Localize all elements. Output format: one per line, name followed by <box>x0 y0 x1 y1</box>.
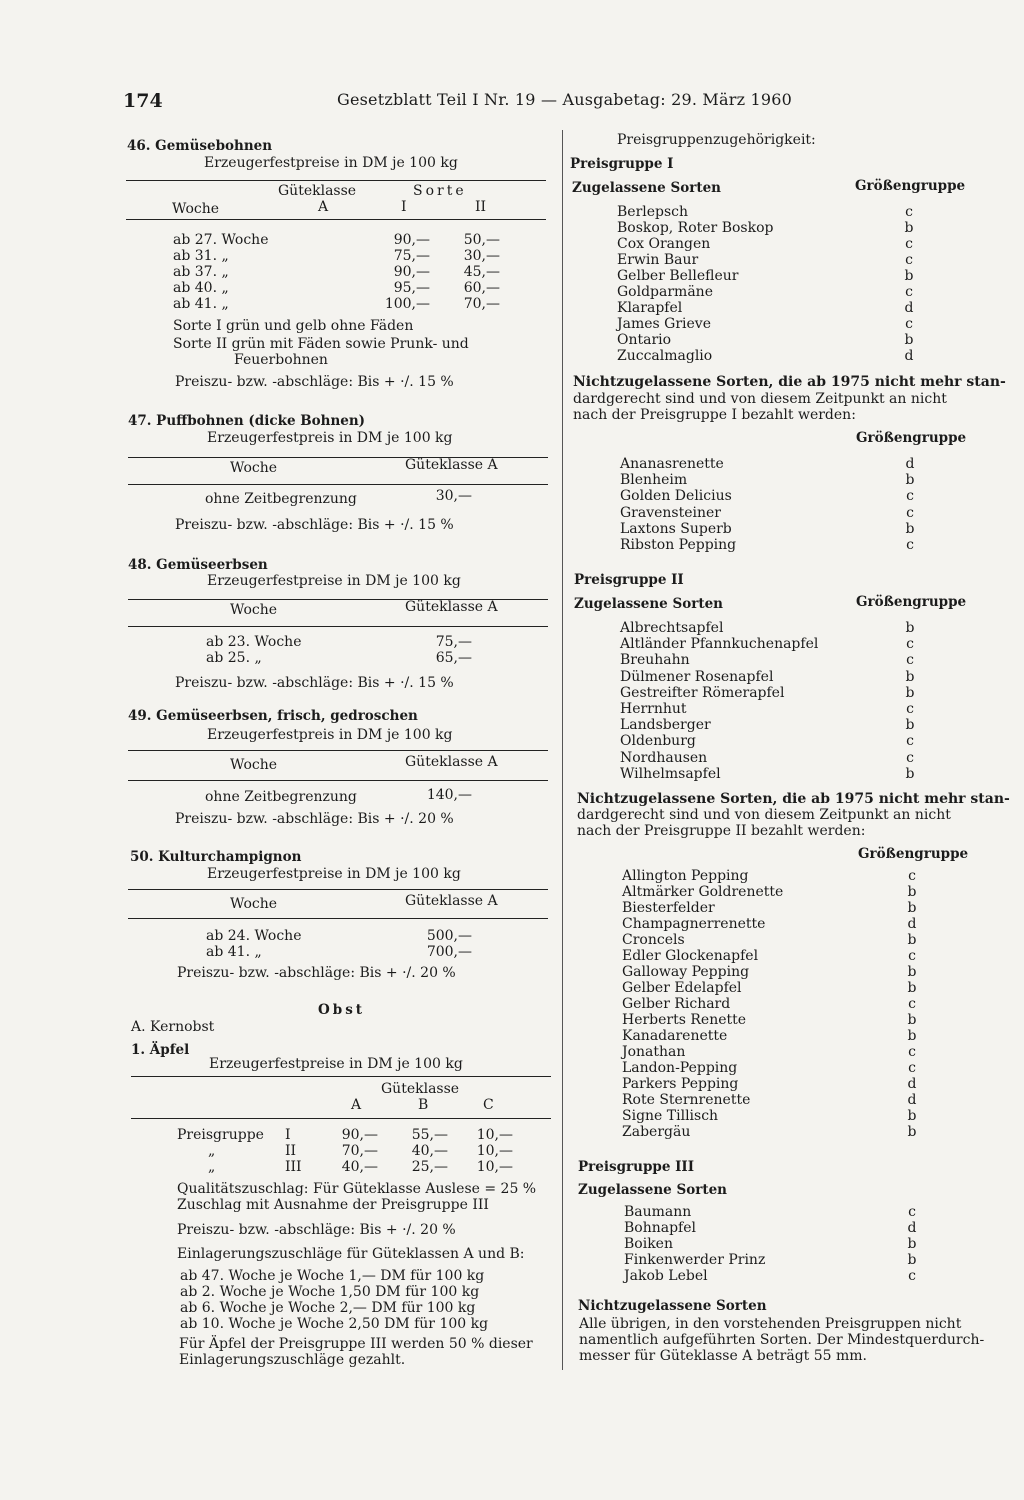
note: Zuschlag mit Ausnahme der Preisgruppe III <box>177 1197 489 1213</box>
aepfel-cell: I <box>285 1127 291 1143</box>
row-value-i: 100,— <box>384 296 430 312</box>
size-group: c <box>906 652 914 669</box>
section-49-subtitle: Erzeugerfestpreis in DM je 100 kg <box>207 727 453 743</box>
col-b: B <box>418 1097 429 1113</box>
col-a: A <box>351 1097 362 1113</box>
col-sorte: Sorte <box>413 183 467 199</box>
size-group: d <box>905 456 915 472</box>
size-group: c <box>908 868 916 884</box>
variety-name: Gelber Edelapfel <box>622 980 742 996</box>
row-label: ab 37. „ <box>173 264 229 280</box>
size-group: b <box>905 668 915 685</box>
variety-name: Baumann <box>624 1204 692 1220</box>
variety-name: Berlepsch <box>617 204 689 220</box>
size-group: c <box>908 1268 916 1284</box>
rule <box>131 1118 551 1119</box>
aepfel-heading: 1. Äpfel <box>131 1042 190 1058</box>
storage-surcharge-row: ab 6. Woche je Woche 2,— DM für 100 kg <box>180 1300 476 1316</box>
row-label: ohne Zeitbegrenzung <box>205 789 357 805</box>
price-adjustment: Preiszu- bzw. -abschläge: Bis + ·/. 20 % <box>175 811 454 827</box>
price-adjustment: Preiszu- bzw. -abschläge: Bis + ·/. 15 % <box>175 675 454 691</box>
size-group: b <box>907 980 917 996</box>
note: Für Äpfel der Preisgruppe III werden 50 % dieser <box>179 1336 533 1352</box>
size-group: b <box>904 332 914 348</box>
variety-name: Gelber Bellefleur <box>617 268 739 284</box>
row-value: 30,— <box>435 488 472 504</box>
size-group: d <box>907 1220 917 1236</box>
aepfel-cell: 70,— <box>341 1143 378 1159</box>
aepfel-cell: 55,— <box>411 1127 448 1143</box>
size-group: d <box>904 300 914 316</box>
variety-name: Nordhausen <box>620 749 708 766</box>
row-value: 75,— <box>435 634 472 650</box>
size-group: b <box>907 900 917 916</box>
col-i: I <box>401 199 407 215</box>
aepfel-subtitle: Erzeugerfestpreise in DM je 100 kg <box>209 1056 463 1072</box>
page-number: 174 <box>123 90 163 112</box>
size-group: c <box>905 236 913 252</box>
row-label: ab 31. „ <box>173 248 229 264</box>
row-value-i: 95,— <box>393 280 430 296</box>
row-label: ab 24. Woche <box>206 928 302 944</box>
col-woche: Woche <box>230 896 278 912</box>
size-group: d <box>907 916 917 932</box>
preisgruppe-3-heading: Preisgruppe III <box>578 1159 695 1175</box>
preisgruppe-1-heading: Preisgruppe I <box>570 156 674 172</box>
size-group: d <box>907 1092 917 1108</box>
variety-name: Parkers Pepping <box>622 1076 739 1092</box>
col-gueteklasse: Güteklasse A <box>405 599 498 615</box>
variety-name: Ontario <box>617 332 672 348</box>
variety-name: Goldparmäne <box>617 284 713 300</box>
variety-name: Laxtons Superb <box>620 520 732 537</box>
variety-name: Biesterfelder <box>622 900 715 916</box>
rule <box>128 484 548 485</box>
section-47-subtitle: Erzeugerfestpreis in DM je 100 kg <box>207 430 453 446</box>
rule <box>126 180 546 181</box>
rule <box>126 219 546 220</box>
nz3-heading: Nichtzugelassene Sorten <box>578 1298 767 1314</box>
size-group: b <box>904 268 914 284</box>
size-group: b <box>905 765 915 782</box>
row-value: 700,— <box>426 944 472 960</box>
variety-name: Allington Pepping <box>622 868 749 884</box>
row-label: ab 41. „ <box>206 944 262 960</box>
variety-name: Edler Glockenapfel <box>622 948 759 964</box>
aepfel-cell: II <box>285 1143 297 1159</box>
size-group: b <box>905 520 915 537</box>
aepfel-cell: 90,— <box>341 1127 378 1143</box>
size-group: c <box>905 316 913 332</box>
variety-name: Klarapfel <box>617 300 683 316</box>
row-label: ab 25. „ <box>206 650 262 666</box>
size-group: c <box>908 1060 916 1076</box>
row-value-i: 90,— <box>393 264 430 280</box>
col-gueteklasse: Güteklasse A <box>405 893 498 909</box>
col-woche: Woche <box>230 460 278 476</box>
size-group: b <box>905 684 915 701</box>
size-group: b <box>907 884 917 900</box>
zugelassene-heading: Zugelassene Sorten <box>574 596 723 612</box>
section-48-subtitle: Erzeugerfestpreise in DM je 100 kg <box>207 573 461 589</box>
groessengruppe-heading: Größengruppe <box>858 846 969 862</box>
page-header: Gesetzblatt Teil I Nr. 19 — Ausgabetag: 29. März 1960 <box>337 90 793 109</box>
row-label: ohne Zeitbegrenzung <box>205 491 357 507</box>
size-group: b <box>907 1012 917 1028</box>
size-group: b <box>907 1252 917 1268</box>
price-adjustment: Preiszu- bzw. -abschläge: Bis + ·/. 20 % <box>177 1222 456 1238</box>
variety-name: Kanadarenette <box>622 1028 728 1044</box>
note: Einlagerungszuschläge gezahlt. <box>179 1352 406 1368</box>
variety-name: Altländer Pfannkuchenapfel <box>620 636 819 653</box>
rule <box>131 1076 551 1077</box>
nz3-line3: messer für Güteklasse A beträgt 55 mm. <box>579 1348 867 1364</box>
storage-surcharge-row: ab 47. Woche je Woche 1,— DM für 100 kg <box>180 1268 485 1284</box>
rule <box>128 780 548 781</box>
zugelassene-heading: Zugelassene Sorten <box>578 1182 727 1198</box>
col-gueteklasse: Güteklasse A <box>405 754 498 770</box>
variety-name: Ribston Pepping <box>620 537 737 553</box>
variety-name: Wilhelmsapfel <box>620 765 721 782</box>
size-group: c <box>906 488 914 505</box>
col-ii: II <box>475 199 487 215</box>
section-50-title: 50. Kulturchampignon <box>130 849 302 865</box>
note: Qualitätszuschlag: Für Güteklasse Auslese = 25 % <box>177 1181 537 1197</box>
size-group: b <box>907 932 917 948</box>
size-group: b <box>907 1236 917 1252</box>
groessengruppe-heading: Größengruppe <box>855 178 966 194</box>
section-47-title: 47. Puffbohnen (dicke Bohnen) <box>128 413 366 429</box>
row-value-ii: 50,— <box>463 232 500 248</box>
nz1-line3: nach der Preisgruppe I bezahlt werden: <box>573 407 856 423</box>
col-a: A <box>318 199 329 215</box>
size-group: b <box>907 964 917 980</box>
variety-name: Gelber Richard <box>622 996 731 1012</box>
size-group: c <box>906 636 914 653</box>
aepfel-cell: 40,— <box>341 1159 378 1175</box>
size-group: b <box>907 1028 917 1044</box>
groessengruppe-heading: Größengruppe <box>856 430 967 446</box>
row-value-ii: 70,— <box>463 296 500 312</box>
row-label: ab 23. Woche <box>206 634 302 650</box>
nz2-line2: dardgerecht sind und von diesem Zeitpunkt an nicht <box>577 807 951 823</box>
size-group: c <box>908 996 916 1012</box>
variety-name: Herberts Renette <box>622 1012 747 1028</box>
aepfel-cell: III <box>285 1159 302 1175</box>
nz3-line1: Alle übrigen, in den vorstehenden Preisgruppen nicht <box>579 1316 962 1332</box>
size-group: b <box>907 1124 917 1140</box>
section-46-title: 46. Gemüsebohnen <box>127 138 273 154</box>
preisgruppe-2-heading: Preisgruppe II <box>574 572 684 588</box>
kernobst-heading: A. Kernobst <box>131 1019 215 1035</box>
size-group: d <box>907 1076 917 1092</box>
variety-name: Golden Delicius <box>620 488 732 505</box>
variety-name: Gestreifter Römerapfel <box>620 684 785 701</box>
size-group: c <box>906 701 914 717</box>
aepfel-cell: Preisgruppe <box>177 1127 264 1143</box>
note: Sorte I grün und gelb ohne Fäden <box>173 318 414 334</box>
col-gueteklasse: Güteklasse <box>278 183 357 199</box>
col-woche: Woche <box>172 201 220 217</box>
size-group: b <box>905 620 915 636</box>
rule <box>128 750 548 751</box>
row-value-ii: 60,— <box>463 280 500 296</box>
size-group: b <box>907 1108 917 1124</box>
variety-name: Croncels <box>622 932 685 948</box>
nz2-line1: Nichtzugelassene Sorten, die ab 1975 nicht mehr stan- <box>577 791 1010 807</box>
nz1-line2: dardgerecht sind und von diesem Zeitpunkt an nicht <box>573 391 947 407</box>
size-group: b <box>904 220 914 236</box>
groessengruppe-heading: Größengruppe <box>856 594 967 610</box>
variety-name: James Grieve <box>617 316 711 332</box>
price-adjustment: Preiszu- bzw. -abschläge: Bis + ·/. 15 % <box>175 517 454 533</box>
section-50-subtitle: Erzeugerfestpreise in DM je 100 kg <box>207 866 461 882</box>
size-group: c <box>905 252 913 268</box>
variety-name: Blenheim <box>620 472 688 489</box>
zugelassene-heading: Zugelassene Sorten <box>572 180 721 196</box>
aepfel-cell: „ <box>208 1159 216 1175</box>
storage-surcharge-row: ab 2. Woche je Woche 1,50 DM für 100 kg <box>180 1284 480 1300</box>
nz1-line1: Nichtzugelassene Sorten, die ab 1975 nicht mehr stan- <box>573 374 1006 390</box>
size-group: c <box>906 749 914 766</box>
variety-name: Breuhahn <box>620 652 690 669</box>
aepfel-cell: „ <box>208 1143 216 1159</box>
variety-name: Zuccalmaglio <box>617 348 713 364</box>
variety-name: Cox Orangen <box>617 236 711 252</box>
size-group: c <box>905 204 913 220</box>
variety-name: Bohnapfel <box>624 1220 697 1236</box>
aepfel-cell: 10,— <box>476 1159 513 1175</box>
row-value-ii: 30,— <box>463 248 500 264</box>
variety-name: Albrechtsapfel <box>620 620 724 636</box>
size-group: c <box>908 1204 916 1220</box>
variety-name: Signe Tillisch <box>622 1108 719 1124</box>
row-label: ab 40. „ <box>173 280 229 296</box>
row-value-i: 75,— <box>393 248 430 264</box>
rule <box>128 889 548 890</box>
aepfel-cell: 10,— <box>476 1127 513 1143</box>
price-adjustment: Preiszu- bzw. -abschläge: Bis + ·/. 15 % <box>175 374 454 390</box>
variety-name: Jakob Lebel <box>624 1268 708 1284</box>
obst-heading: Obst <box>318 1002 366 1018</box>
row-label: ab 27. Woche <box>173 232 269 248</box>
variety-name: Landon-Pepping <box>622 1060 738 1076</box>
col-gueteklasse: Güteklasse <box>381 1081 460 1097</box>
variety-name: Finkenwerder Prinz <box>624 1252 766 1268</box>
row-value: 500,— <box>426 928 472 944</box>
row-value-i: 90,— <box>393 232 430 248</box>
variety-name: Galloway Pepping <box>622 964 750 980</box>
note: Sorte II grün mit Fäden sowie Prunk- und <box>173 336 469 352</box>
aepfel-cell: 25,— <box>411 1159 448 1175</box>
variety-name: Erwin Baur <box>617 252 699 268</box>
size-group: c <box>906 504 914 521</box>
variety-name: Herrnhut <box>620 701 687 717</box>
col-c: C <box>483 1097 494 1113</box>
nz2-line3: nach der Preisgruppe II bezahlt werden: <box>577 823 866 839</box>
variety-name: Zabergäu <box>622 1124 691 1140</box>
size-group: c <box>908 1044 916 1060</box>
size-group: c <box>905 284 913 300</box>
section-46-subtitle: Erzeugerfestpreise in DM je 100 kg <box>204 155 458 171</box>
variety-name: Altmärker Goldrenette <box>622 884 784 900</box>
variety-name: Dülmener Rosenapfel <box>620 668 774 685</box>
variety-name: Jonathan <box>622 1044 686 1060</box>
section-49-title: 49. Gemüseerbsen, frisch, gedroschen <box>128 708 418 724</box>
variety-name: Champagnerrenette <box>622 916 766 932</box>
nz3-line2: namentlich aufgeführten Sorten. Der Mindestquerdurch- <box>579 1332 985 1348</box>
variety-name: Gravensteiner <box>620 504 722 521</box>
storage-surcharge-row: ab 10. Woche je Woche 2,50 DM für 100 kg <box>180 1316 489 1332</box>
row-label: ab 41. „ <box>173 296 229 312</box>
row-value-ii: 45,— <box>463 264 500 280</box>
size-group: d <box>904 348 914 364</box>
column-divider <box>562 130 563 1370</box>
section-48-title: 48. Gemüseerbsen <box>128 557 268 573</box>
aepfel-cell: 40,— <box>411 1143 448 1159</box>
col-woche: Woche <box>230 757 278 773</box>
variety-name: Boskop, Roter Boskop <box>617 220 774 236</box>
note: Einlagerungszuschläge für Güteklassen A und B: <box>177 1246 525 1262</box>
note: Feuerbohnen <box>234 352 328 368</box>
row-value: 140,— <box>426 787 472 803</box>
variety-name: Landsberger <box>620 717 711 734</box>
col-woche: Woche <box>230 602 278 618</box>
size-group: c <box>906 537 914 553</box>
group-affiliation-title: Preisgruppenzugehörigkeit: <box>617 132 816 148</box>
price-adjustment: Preiszu- bzw. -abschläge: Bis + ·/. 20 % <box>177 965 456 981</box>
rule <box>128 626 548 627</box>
variety-name: Oldenburg <box>620 733 696 750</box>
variety-name: Boiken <box>624 1236 673 1252</box>
aepfel-cell: 10,— <box>476 1143 513 1159</box>
row-value: 65,— <box>435 650 472 666</box>
rule <box>128 918 548 919</box>
size-group: c <box>908 948 916 964</box>
variety-name: Rote Sternrenette <box>622 1092 751 1108</box>
col-gueteklasse: Güteklasse A <box>405 457 498 473</box>
size-group: b <box>905 717 915 734</box>
size-group: c <box>906 733 914 750</box>
variety-name: Ananasrenette <box>620 456 724 472</box>
size-group: b <box>905 472 915 489</box>
